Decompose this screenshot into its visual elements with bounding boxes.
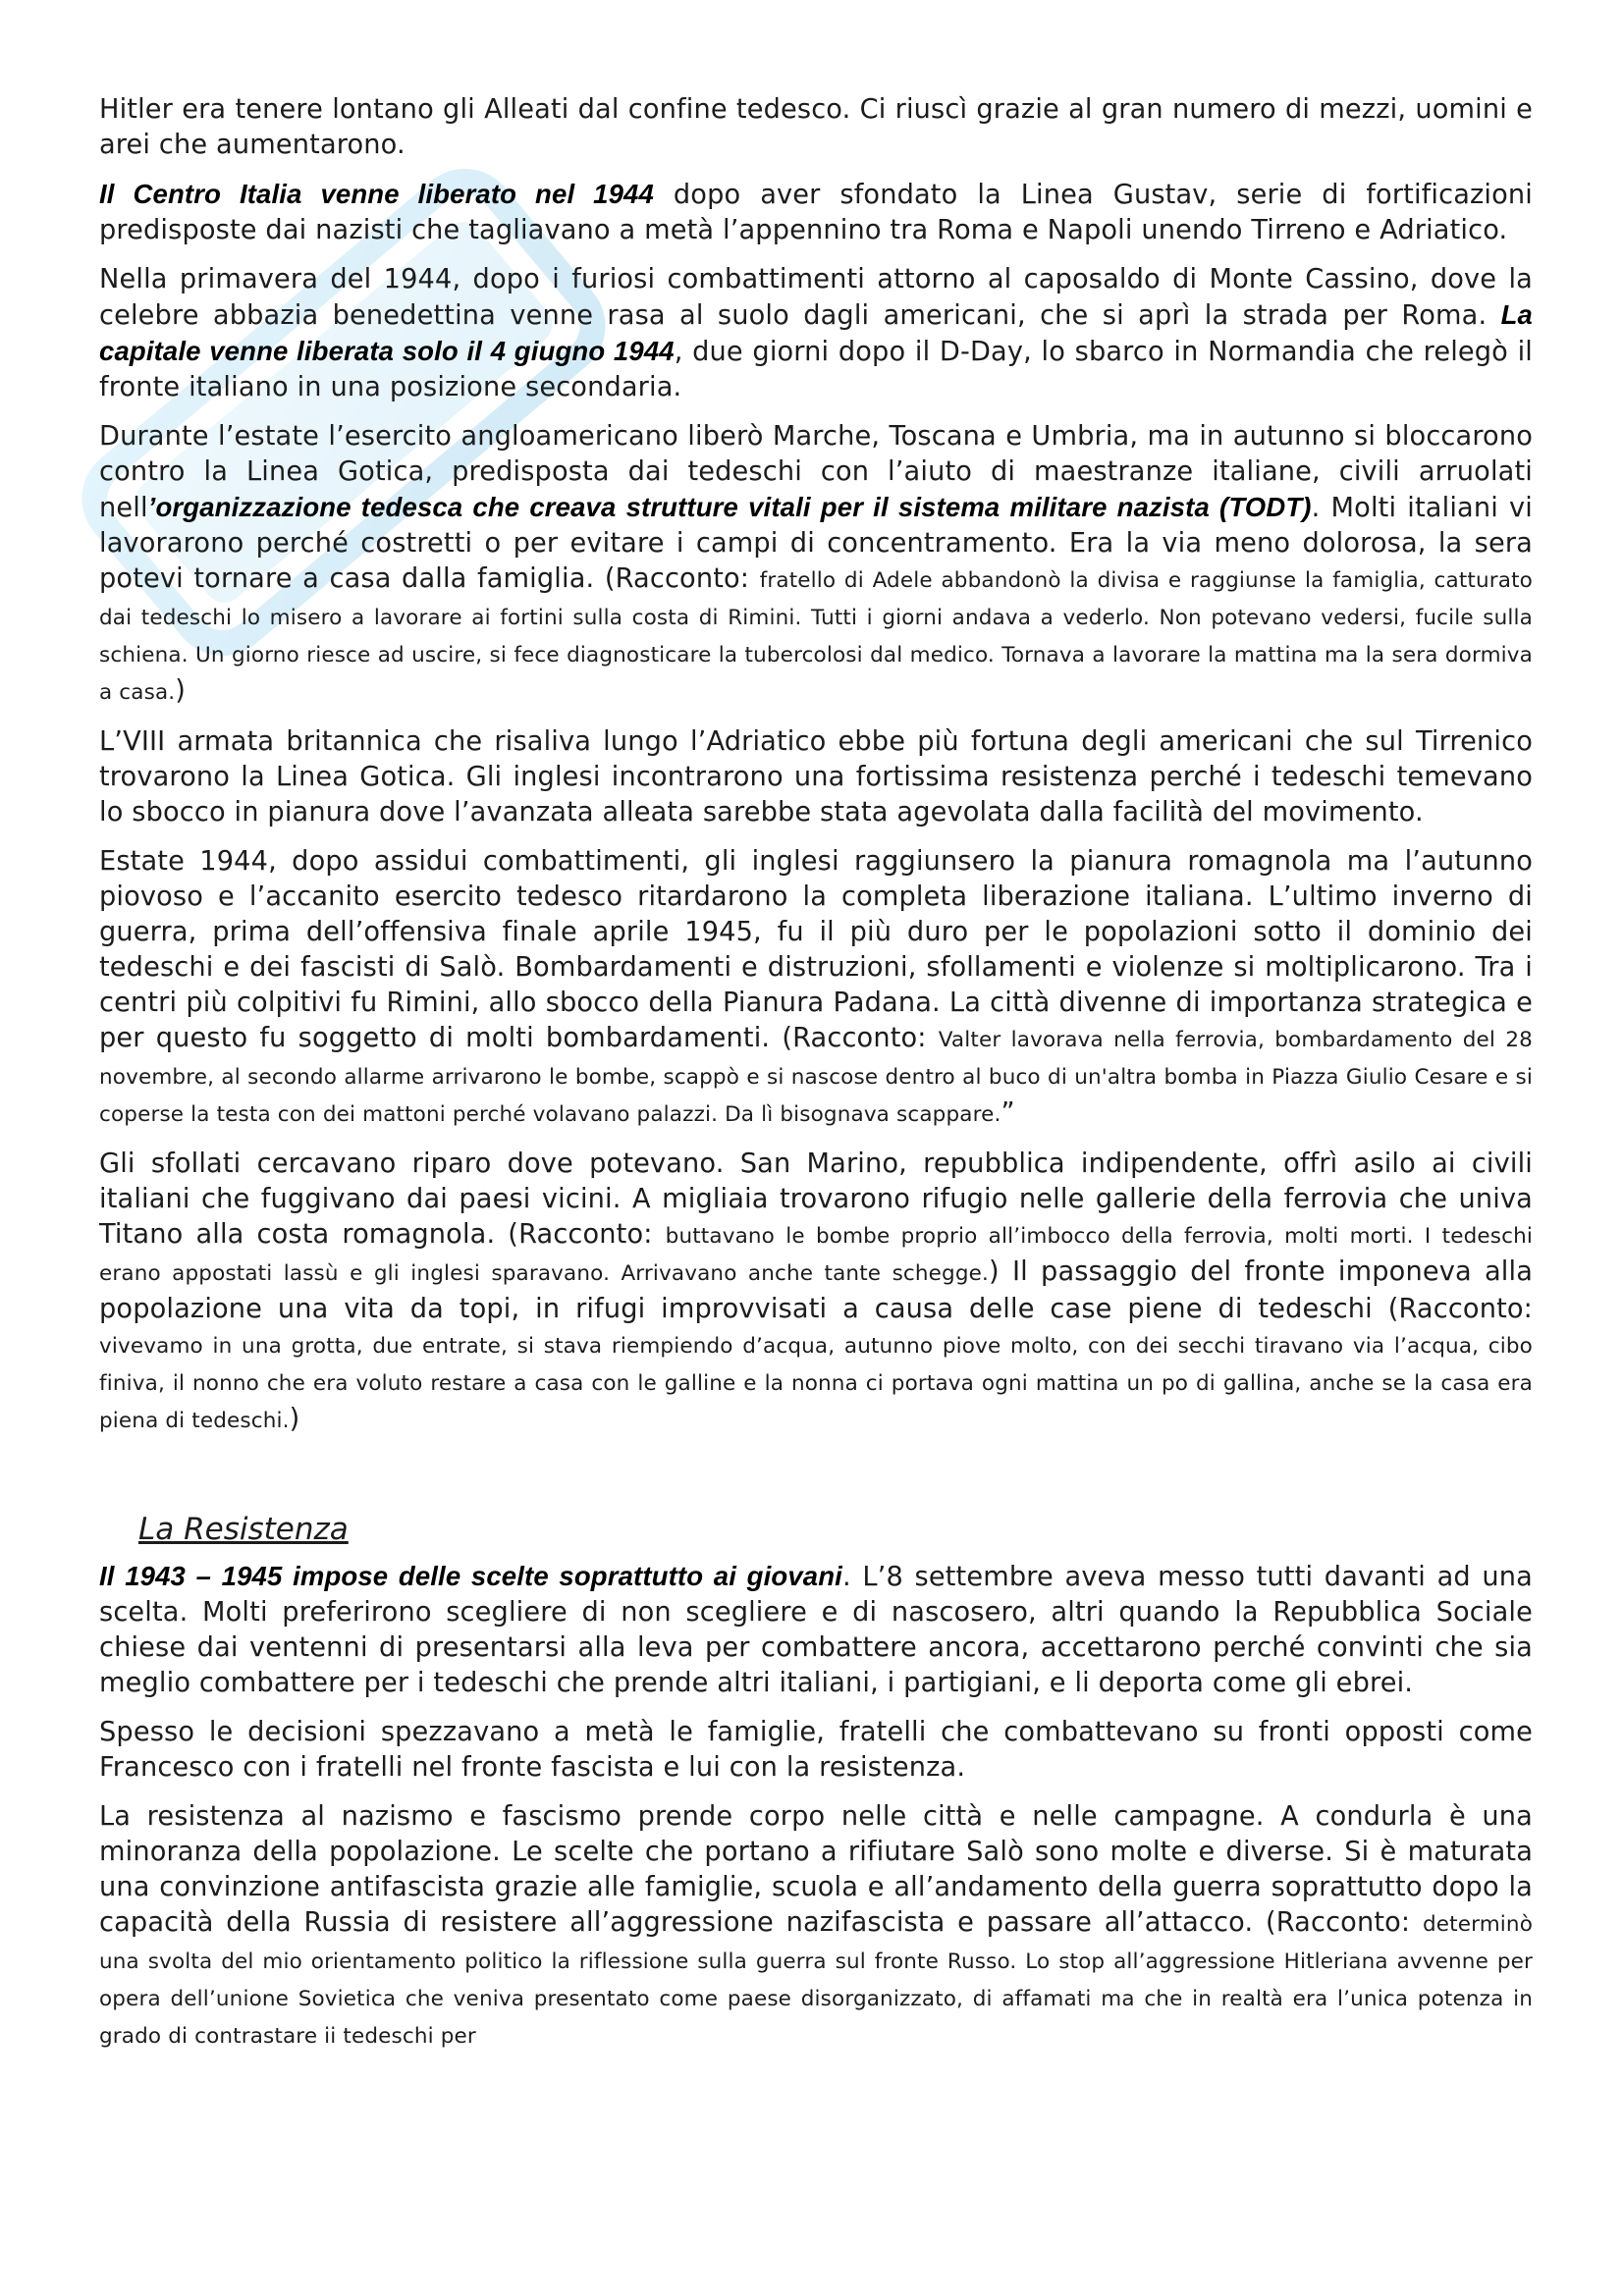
paragraph-3-text-2: , due giorni dopo il D-Day, lo sbarco in Normandia che relegò il fronte italiano in una posizione secondaria. <box>99 337 1533 402</box>
paragraph-4-text-2: . Molti italiani vi lavorarono perché costretti o per evitare i campi di concentramento. Era la via meno dolorosa, la sera potevi tornare a casa dalla famiglia. (Racconto: <box>99 493 1533 594</box>
paragraph-8 <box>99 1559 1533 1701</box>
paragraph-7-text-2: ) Il passaggio del fronte imponeva alla popolazione una vita da topi, in rifugi improvvisati a causa delle case piene di tedeschi (Racconto: <box>99 1256 1534 1324</box>
paragraph-8-bold: Il 1943 – 1945 impose delle scelte soprattutto ai giovani <box>99 1561 842 1591</box>
paragraph-1-text: Hitler era tenere lontano gli Alleati dal confine tedesco. Ci riuscì grazie al gran numero di mezzi, uomini e arei che aumentarono. <box>99 94 1533 160</box>
paragraph-7-close: ) <box>289 1404 300 1434</box>
paragraph-9 <box>99 1715 1533 1786</box>
paragraph-6 <box>99 844 1533 1133</box>
paragraph-9-text: Spesso le decisioni spezzavano a metà le famiglie, fratelli che combattevano su fronti opposti come Francesco con i fratelli nel fronte fascista e lui con la resistenza. <box>99 1717 1533 1783</box>
paragraph-7 <box>99 1147 1533 1439</box>
paragraph-4-text-1: Durante l’estate l’esercito angloamericano liberò Marche, Toscana e Umbria, ma in autunno si bloccarono contro la Linea Gotica, predisposta dai tedeschi con l’aiuto di maestranze italiane, civili arruolati nell <box>99 421 1533 523</box>
paragraph-2 <box>99 177 1533 248</box>
paragraph-7-story-2: vivevamo in una grotta, due entrate, si stava riempiendo d’acqua, autunno piove molto, con dei secchi tiravano via l’acqua, cibo finiva, il nonno che era voluto restare a casa con le galline e la nonna ci portava ogni mattina un po di gallina, anche se la casa era piena di tedeschi. <box>99 1334 1533 1433</box>
paragraph-10 <box>99 1799 1533 2055</box>
paragraph-8-text: . L’8 settembre aveva messo tutti davanti ad una scelta. Molti preferirono scegliere di non scegliere e di nascosero, altri quando la Repubblica Sociale chiese dai ventenni di presentarsi alla leva per combattere ancora, accettarono perché convinti che sia meglio combattere per i tedeschi che prende altri italiani, i partigiani, e li deporta come gli ebrei. <box>99 1562 1533 1698</box>
paragraph-10-story: determinò una svolta del mio orientamento politico la riflessione sulla guerra sul fronte Russo. Lo stop all’aggressione Hitleriana avvenne per opera dell’unione Sovietica che veniva presentato come paese disorganizzato, di affamati ma che in realtà era l’unica potenza in grado di contrastare ii tedeschi per <box>99 1912 1533 2049</box>
paragraph-7-story-1: buttavano le bombe proprio all’imbocco della ferrovia, molti morti. I tedeschi erano appostati lassù e gli inglesi sparavano. Arrivavano anche tante schegge. <box>99 1224 1533 1286</box>
paragraph-3 <box>99 262 1533 405</box>
paragraph-6-close: ” <box>1001 1097 1015 1128</box>
paragraph-10-text: La resistenza al nazismo e fascismo prende corpo nelle città e nelle campagne. A condurla è una minoranza della popolazione. Le scelte che portano a rifiutare Salò sono molte e diverse. Si è maturata una convinzione antifascista grazie alle famiglie, scuola e all’andamento della guerra soprattutto dopo la capacità della Russia di resistere all’aggressione nazifascista e passare all’attacco. (Racconto: <box>99 1801 1533 1938</box>
paragraph-5-text: L’VIII armata britannica che risaliva lungo l’Adriatico ebbe più fortuna degli americani che sul Tirrenico trovarono la Linea Gotica. Gli inglesi incontrarono una fortissima resistenza perché i tedeschi temevano lo sbocco in pianura dove l’avanzata alleata sarebbe stata agevolata dalla facilità del movimento. <box>99 726 1533 828</box>
section-heading: La Resistenza <box>138 1512 349 1547</box>
document-page <box>99 92 1533 2068</box>
paragraph-3-bold: La capitale venne liberata solo il 4 giugno 1944 <box>99 299 1533 366</box>
paragraph-7-text-1: Gli sfollati cercavano riparo dove potevano. San Marino, repubblica indipendente, offrì asilo ai civili italiani che fuggivano dai paesi vicini. A migliaia trovarono rifugio nelle gallerie della ferrovia che univa Titano alla costa romagnola. (Racconto: <box>99 1148 1533 1250</box>
paragraph-3-text-1: Nella primavera del 1944, dopo i furiosi combattimenti attorno al caposaldo di Monte Cassino, dove la celebre abbazia benedettina venne rasa al suolo dagli americani, che si aprì la strada per Roma. <box>99 264 1533 331</box>
paragraph-6-text: Estate 1944, dopo assidui combattimenti, gli inglesi raggiunsero la pianura romagnola ma l’autunno piovoso e l’accanito esercito tedesco ritardarono la completa liberazione italiana. L’ultimo inverno di guerra, prima dell’offensiva finale aprile 1945, fu il più duro per le popolazioni sotto il dominio dei tedeschi e dei fascisti di Salò. Bombardamenti e distruzioni, sfollamenti e violenze si moltiplicarono. Tra i centri più colpitivi fu Rimini, allo sbocco della Pianura Padana. La città divenne di importanza strategica e per questo fu soggetto di molti bombardamenti. (Racconto: <box>99 846 1533 1053</box>
paragraph-4 <box>99 419 1533 711</box>
paragraph-2-bold: Il Centro Italia venne liberato nel 1944 <box>99 179 654 209</box>
paragraph-5 <box>99 724 1533 830</box>
paragraph-6-story: Valter lavorava nella ferrovia, bombardamento del 28 novembre, al secondo allarme arrivarono le bombe, scappò e si nascose dentro al buco di un'altra bomba in Piazza Giulio Cesare e si coperse la testa con dei mattoni perché volavano palazzi. Da lì bisognava scappare. <box>99 1028 1533 1127</box>
paragraph-4-bold: ’organizzazione tedesca che creava strutture vitali per il sistema militare nazista (TODT) <box>147 492 1312 522</box>
paragraph-1 <box>99 92 1533 163</box>
paragraph-2-text: dopo aver sfondato la Linea Gustav, serie di fortificazioni predisposte dai nazisti che tagliavano a metà l’appennino tra Roma e Napoli unendo Tirreno e Adriatico. <box>99 180 1533 245</box>
paragraph-4-close: ) <box>175 675 187 706</box>
paragraph-4-story: fratello di Adele abbandonò la divisa e raggiunse la famiglia, catturato dai tedeschi lo misero a lavorare ai fortini sulla costa di Rimini. Tutti i giorni andava a vederlo. Non potevano vedersi, fucile sulla schiena. Un giorno riesce ad uscire, si fece diagnosticare la tubercolosi dal medico. Tornava a lavorare la mattina ma la sera dormiva a casa. <box>99 568 1533 705</box>
